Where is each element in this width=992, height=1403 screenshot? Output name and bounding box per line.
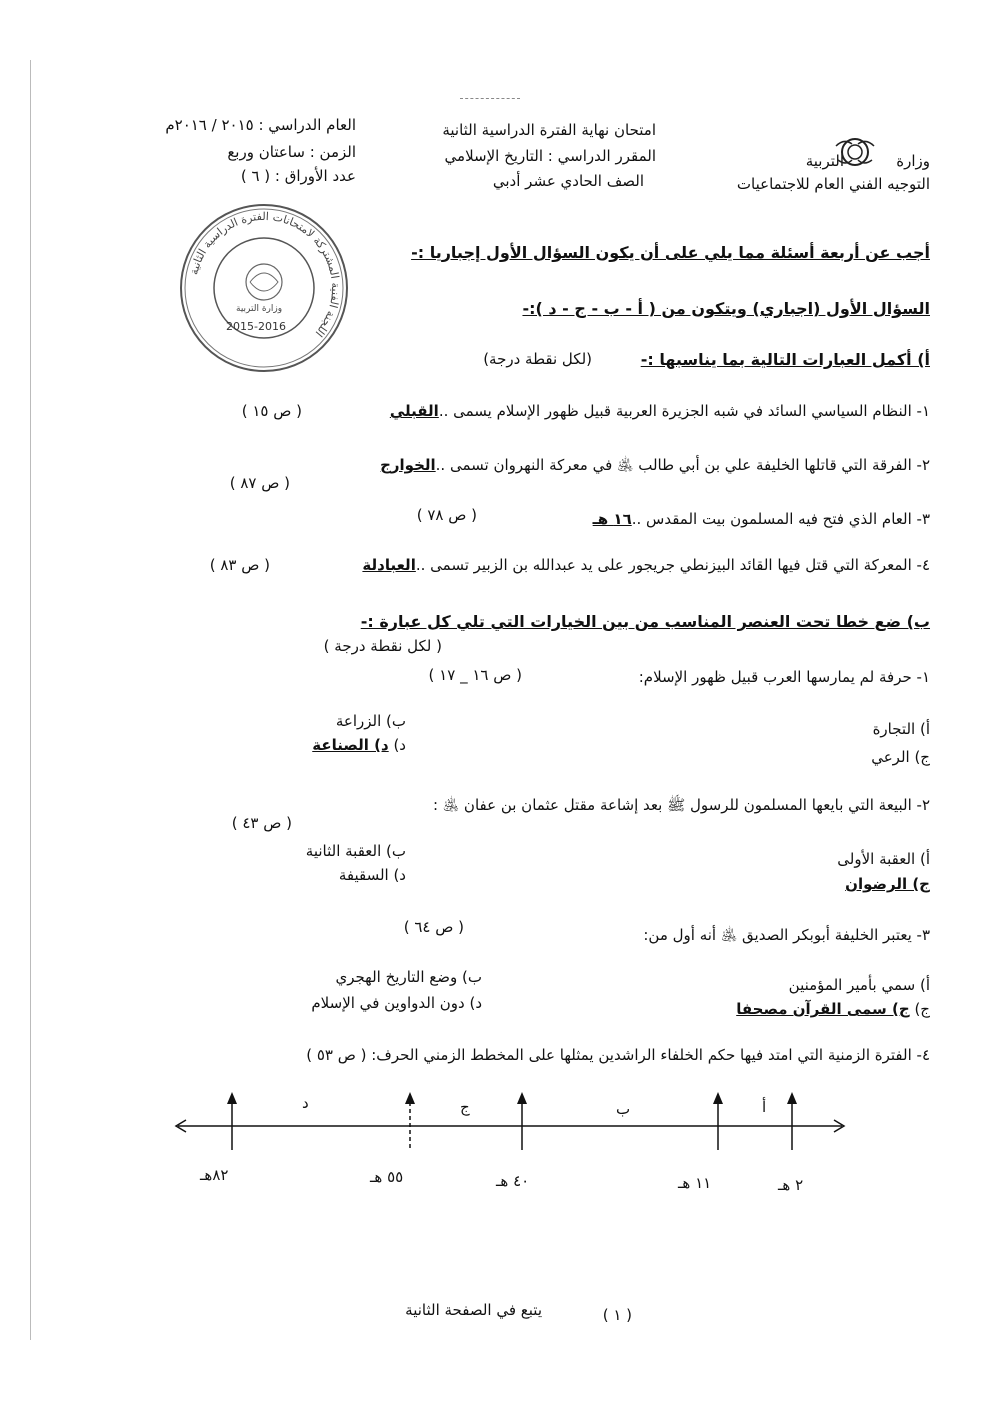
part-a-ref-2: ( ص ٨٧ ) — [229, 474, 290, 492]
part-a-points: (لكل نقطة درجة) — [483, 350, 592, 368]
item-text: ٤- الفترة الزمنية التي امتد فيها حكم الخلفاء الراشدين يمثلها على المخطط الزمني الحرف: — [371, 1046, 930, 1064]
marker-82 — [227, 1092, 237, 1150]
item-text: ٣- العام الذي فتح فيه المسلمون بيت المقدس .. — [631, 510, 930, 528]
segment-label-b: ب — [616, 1100, 631, 1118]
directorate: التوجيه الفني العام للاجتماعيات — [736, 175, 930, 193]
stamp-center-text: وزارة التربية — [236, 304, 283, 314]
item-text: ١- النظام السياسي السائد في شبه الجزيرة العربية قبيل ظهور الإسلام يسمى .. — [438, 402, 930, 420]
option-letter: د) — [388, 736, 406, 754]
year-label-82: ٨٢هـ — [200, 1166, 229, 1184]
timeline-diagram — [170, 1082, 850, 1192]
option-a: أ) العقبة الأولى — [837, 850, 930, 868]
year-label-11: ١١ هـ — [678, 1174, 712, 1192]
exam-time: الزمن : ساعتان وربع — [227, 143, 356, 161]
option-b: ب) الزراعة — [335, 712, 406, 730]
option-b: ب) وضع التاريخ الهجري — [335, 968, 482, 986]
question1-title: السؤال الأول (اجباري) ويتكون من ( أ - ب - ج - د ):- — [522, 299, 930, 318]
exam-title: امتحان نهاية الفترة الدراسية الثانية — [442, 121, 656, 139]
year-label-40: ٤٠ هـ — [496, 1172, 530, 1190]
part-a-title: أ) أكمل العبارات التالية بما يناسبها :- — [640, 350, 930, 369]
option-b: ب) العقبة الثانية — [305, 842, 406, 860]
course-name: المقرر الدراسي : التاريخ الإسلامي — [444, 147, 656, 165]
part-b-points: ( لكل نقطة درجة ) — [323, 637, 442, 655]
option-c-correct — [736, 1000, 930, 1018]
part-b-item-3: ٣- يعتبر الخليفة أبوبكر الصديق ﵁ أنه أول من: — [643, 926, 930, 944]
item-answer: العبادلة — [362, 556, 416, 574]
left-margin-line — [30, 60, 31, 1340]
part-b-item-1: ١- حرفة لم يمارسها العرب قبيل ظهور الإسلام: — [638, 668, 930, 686]
part-a-ref-4: ( ص ٨٣ ) — [209, 556, 270, 574]
item-text: ٤- المعركة التي قتل فيها القائد البيزنطي جريجور على يد عبدالله بن الزبير تسمى .. — [415, 556, 930, 574]
option-d: د) السقيفة — [338, 866, 406, 884]
option-letter: ج) — [909, 1000, 930, 1018]
continue-note: يتبع في الصفحة الثانية — [405, 1301, 542, 1319]
year-label-55: ٥٥ هـ — [370, 1168, 404, 1186]
marker-2 — [787, 1092, 797, 1150]
option-answer: ج) سمى القرآن مصحفا — [736, 1000, 910, 1018]
part-b-ref-1: ( ص ١٦ _ ١٧ ) — [428, 666, 522, 684]
part-b-title: ب) ضع خطا تحت العنصر المناسب من بين الخيارات التي تلي كل عبارة :- — [360, 612, 930, 631]
part-a-item-3 — [593, 510, 930, 528]
academic-year: العام الدراسي : ٢٠١٥ / ٢٠١٦م — [165, 116, 356, 134]
stamp-year: 2015-2016 — [226, 320, 286, 333]
ministry-emblem-icon — [832, 132, 878, 172]
option-answer: د) الصناعة — [312, 736, 389, 754]
option-c: ج) الرعي — [871, 748, 930, 766]
part-a-ref-3: ( ص ٧٨ ) — [416, 506, 477, 524]
segment-label-a: أ — [762, 1098, 767, 1116]
segment-label-c: ج — [460, 1098, 470, 1116]
page-number: ( ١ ) — [602, 1306, 632, 1324]
year-label-2: ٢ هـ — [778, 1176, 804, 1194]
part-a-item-2 — [380, 456, 930, 478]
grade-name: الصف الحادي عشر أدبي — [492, 172, 644, 190]
option-c-correct: ج) الرضوان — [845, 875, 930, 893]
item-answer: ١٦ هـ — [592, 510, 632, 528]
segment-label-d: د — [302, 1094, 309, 1112]
ministry-line1: وزارة — [896, 152, 930, 170]
marker-40 — [517, 1092, 527, 1150]
part-b-ref-2: ( ص ٤٣ ) — [231, 814, 292, 832]
page-count: عدد الأوراق : ( ٦ ) — [240, 167, 356, 185]
exam-instructions: أجب عن أربعة أسئلة مما يلي على أن يكون السؤال الأول إجباريا :- — [411, 243, 930, 262]
option-a: أ) التجارة — [872, 720, 930, 738]
part-b-ref-3: ( ص ٦٤ ) — [403, 918, 464, 936]
option-d: د) دون الدواوين في الإسلام — [311, 994, 482, 1012]
stamp-ring-text: اللجنة الفنية المشتركة لامتحانات الفترة الدراسية الثانية — [187, 209, 343, 340]
official-stamp — [178, 202, 350, 374]
part-b-item-2: ٢- البيعة التي بايعها المسلمون للرسول ﷺ بعد إشاعة مقتل عثمان بن عفان ﵁ : — [432, 796, 930, 814]
part-a-item-1 — [390, 402, 930, 420]
item-ref: ( ص ٥٣ ) — [306, 1046, 367, 1064]
option-d-correct — [312, 736, 406, 754]
part-b-item-4 — [306, 1046, 930, 1064]
marker-55 — [405, 1092, 415, 1150]
stamp-seal-icon — [178, 202, 350, 374]
option-a: أ) سمي بأمير المؤمنين — [788, 976, 930, 994]
part-a-item-4 — [362, 556, 930, 574]
part-a-ref-1: ( ص ١٥ ) — [241, 402, 302, 420]
marker-11 — [713, 1092, 723, 1150]
item-text: ٢- الفرقة التي قاتلها الخليفة علي بن أبي طالب ﵁ في معركة النهروان تسمى .. — [435, 456, 930, 474]
item-answer: القبلي — [389, 402, 439, 420]
ministry-line2: التربية — [805, 152, 844, 170]
item-answer: الخوارج — [380, 456, 436, 474]
top-dash-mark — [460, 98, 520, 100]
